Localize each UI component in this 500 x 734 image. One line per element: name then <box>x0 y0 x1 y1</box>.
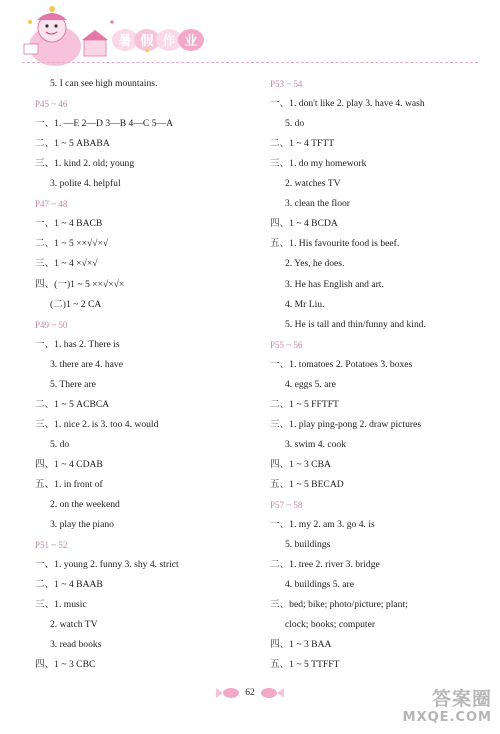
watermark-logo <box>403 690 492 724</box>
header-decoration <box>0 0 500 70</box>
right-page-range-heading: P57 ~ 58 <box>270 500 303 511</box>
right-answer-line: 四、1 ~ 3 BAA <box>270 639 332 651</box>
left-answer-line: 3. polite 4. helpful <box>50 178 121 190</box>
left-answer-line: (二)1 ~ 2 CA <box>50 298 102 310</box>
right-answer-line: 一、1. tomatoes 2. Potatoes 3. boxes <box>270 358 413 370</box>
page-header <box>0 0 500 70</box>
left-answer-line: 二、1 ~ 5 ××√√×√ <box>35 238 109 250</box>
right-answer-line: 二、1 ~ 5 FFTFT <box>270 398 339 410</box>
left-page-range-heading: P51 ~ 52 <box>35 540 68 551</box>
header-title-char-2: 假 <box>140 34 154 49</box>
right-answer-line: 五、1 ~ 5 TTFFT <box>270 659 340 671</box>
right-answer-line: 五、1. His favourite food is beef. <box>270 238 400 250</box>
right-answer-line: 四、1 ~ 4 BCDA <box>270 218 338 230</box>
left-answer-line: 3. read books <box>50 639 102 651</box>
right-answer-line: 3. He has English and art. <box>285 278 384 290</box>
left-answer-line: 五、1. in front of <box>35 479 103 490</box>
left-answer-line: 一、1. young 2. funny 3. shy 4. strict <box>35 559 179 571</box>
watermark-line-1: 答案圈 <box>431 688 492 710</box>
left-page-range-heading: P47 ~ 48 <box>35 199 68 210</box>
left-answer-line: 5. do <box>50 438 70 450</box>
page-number: 62 <box>245 688 255 698</box>
right-answer-line: 二、1 ~ 4 TFTT <box>270 138 335 150</box>
header-title-char-4: 业 <box>184 34 198 49</box>
right-answer-line: 2. Yes, he does. <box>285 258 345 270</box>
left-answer-line: 三、1. kind 2. old; young <box>35 158 135 170</box>
right-answer-line: 三、1. do my homework <box>270 158 367 170</box>
header-divider <box>22 62 478 63</box>
left-answer-line: 2. watch TV <box>50 619 98 631</box>
left-answer-line: 3. there are 4. have <box>50 358 123 370</box>
right-answer-line: 5. do <box>285 118 305 130</box>
left-answer-line: 3. play the piano <box>50 519 114 531</box>
left-answer-line: 四、1 ~ 3 CBC <box>35 659 96 671</box>
right-answer-line: 二、1. tree 2. river 3. bridge <box>270 559 380 571</box>
right-answer-line: 三、bed; bike; photo/picture; plant; <box>270 599 408 611</box>
left-answer-line: 四、(一)1 ~ 5 ××√×√× <box>35 278 125 290</box>
right-page-range-heading: P53 ~ 54 <box>270 79 303 89</box>
header-title-char-3: 作 <box>162 34 176 49</box>
right-answer-line: 4. buildings 5. are <box>285 579 355 591</box>
left-answer-line: 一、1. has 2. There is <box>35 338 120 350</box>
left-answer-line: 二、1 ~ 5 ABABA <box>35 138 110 150</box>
snowman-illustration-icon <box>24 6 114 66</box>
watermark-line-2: MXQE.COM <box>402 710 492 725</box>
right-answer-line: 一、1. my 2. am 3. go 4. is <box>270 519 375 531</box>
left-answer-line: 三、1 ~ 4 ×√×√ <box>35 258 98 270</box>
left-answer-line: 2. on the weekend <box>50 499 120 511</box>
left-answer-line: 5. I can see high mountains. <box>50 78 158 89</box>
right-answer-line: clock; books; computer <box>285 619 376 631</box>
left-answer-line: 三、1. nice 2. is 3. too 4. would <box>35 418 159 430</box>
left-answer-line: 一、1 ~ 4 BACB <box>35 218 103 230</box>
right-answer-line: 2. watches TV <box>285 178 341 190</box>
right-answer-line: 3. swim 4. cook <box>285 438 347 450</box>
header-title-char-1: 暑 <box>118 34 132 49</box>
right-answer-line: 三、1. play ping-pong 2. draw pictures <box>270 418 422 430</box>
right-answer-line: 四、1 ~ 3 CBA <box>270 458 331 470</box>
right-page-range-heading: P55 ~ 56 <box>270 339 303 350</box>
left-answer-line: 一、1. —E 2—D 3—B 4—C 5—A <box>35 118 174 130</box>
left-answer-line: 三、1. music <box>35 599 87 611</box>
right-answer-line: 4. eggs 5. are <box>285 378 336 390</box>
left-answer-line: 二、1 ~ 4 BAAB <box>35 579 103 591</box>
left-answer-line: 5. There are <box>50 378 96 390</box>
right-answer-line: 5. He is tall and thin/funny and kind. <box>285 318 426 330</box>
left-answer-line: 四、1 ~ 4 CDAB <box>35 458 103 470</box>
right-answer-line: 4. Mr Liu. <box>285 298 325 310</box>
left-page-range-heading: P45 ~ 46 <box>35 99 68 110</box>
right-answer-line: 一、1. don't like 2. play 3. have 4. wash <box>270 98 425 110</box>
right-answer-line: 五、1 ~ 5 BECAD <box>270 479 344 490</box>
left-answer-line: 二、1 ~ 5 ACBCA <box>35 398 110 410</box>
left-page-range-heading: P49 ~ 50 <box>35 319 68 330</box>
right-answer-line: 3. clean the floor <box>285 198 350 210</box>
right-answer-line: 5. buildings <box>285 539 331 551</box>
